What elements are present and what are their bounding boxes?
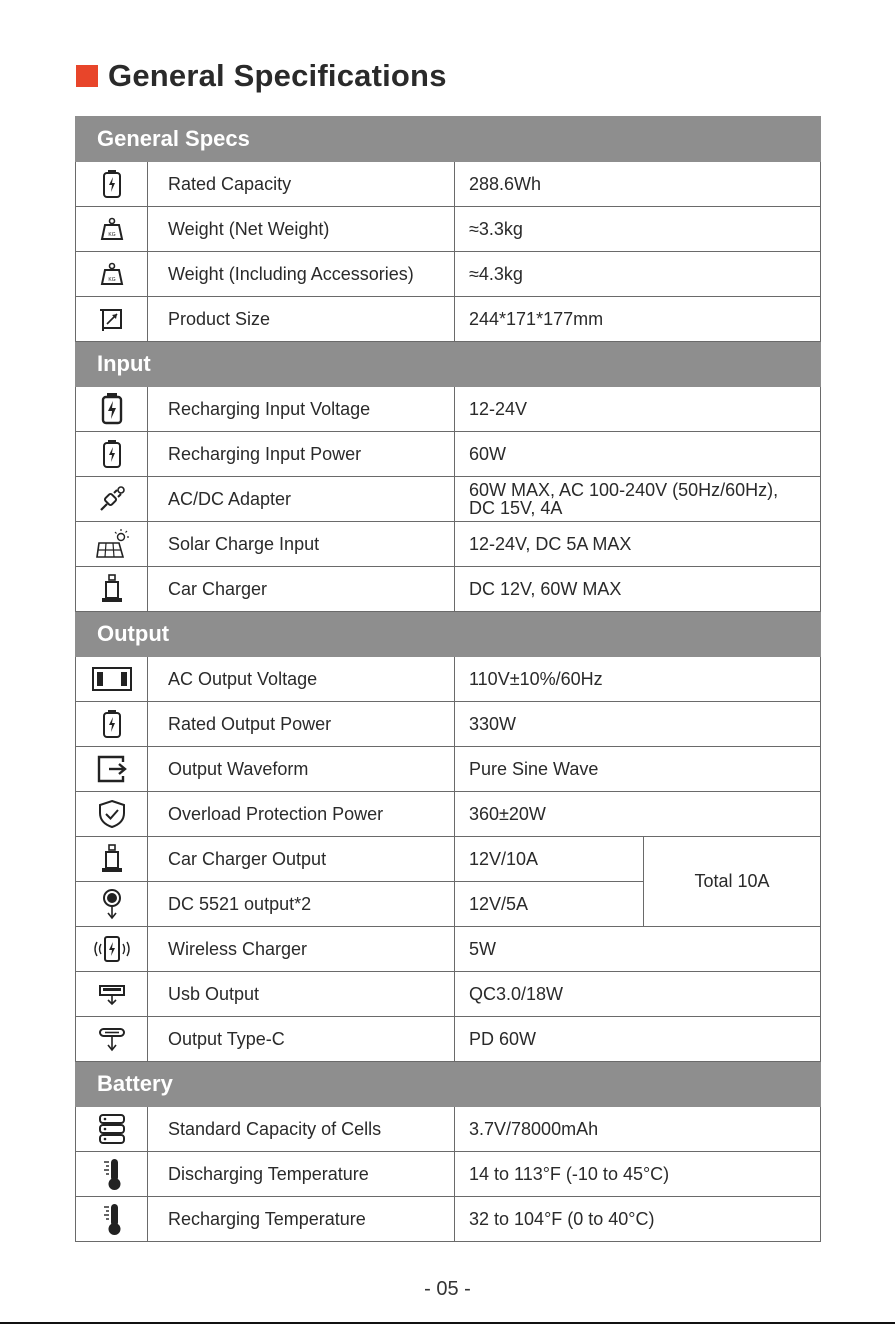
spec-label: Usb Output [148,972,455,1017]
spec-label: Overload Protection Power [148,792,455,837]
thermometer-icon [76,1152,148,1197]
solar-panel-icon [76,522,148,567]
spec-label: Output Type-C [148,1017,455,1062]
size-icon [76,297,148,342]
weight-icon [76,207,148,252]
table-row [76,252,821,297]
table-row [76,837,821,882]
table-row [76,567,821,612]
spec-value-multiline [455,477,821,522]
table-row [76,747,821,792]
wireless-charger-icon [76,927,148,972]
svg-text:KG: KG [107,277,116,283]
table-row [76,792,821,837]
section-header: Input [76,342,821,387]
table-row [76,972,821,1017]
dc-port-icon [76,882,148,927]
spec-label: Standard Capacity of Cells [148,1107,455,1152]
section-header: General Specs [76,117,821,162]
section-general-specs [76,117,821,162]
spec-label: Car Charger Output [148,837,455,882]
car-charger-icon [76,837,148,882]
spec-value: QC3.0/18W [455,972,821,1017]
table-row [76,1107,821,1152]
spec-label: Product Size [148,297,455,342]
spec-value-line: 60W MAX, AC 100-240V (50Hz/60Hz), [469,480,779,500]
spec-label: Rated Output Power [148,702,455,747]
spec-label: Output Waveform [148,747,455,792]
spec-value: 12-24V [455,387,821,432]
battery-charge-icon [76,387,148,432]
table-row [76,162,821,207]
table-row [76,387,821,432]
spec-value: 360±20W [455,792,821,837]
section-input [76,342,821,387]
spec-value: 5W [455,927,821,972]
section-battery [76,1062,821,1107]
spec-value: 288.6Wh [455,162,821,207]
battery-charge-icon [76,702,148,747]
spec-value: 244*171*177mm [455,297,821,342]
table-row [76,927,821,972]
table-row [76,702,821,747]
spec-value: DC 12V, 60W MAX [455,567,821,612]
spec-value: 12V/10A [455,837,644,882]
spec-label: Rated Capacity [148,162,455,207]
svg-text:KG: KG [107,232,116,238]
page-heading [76,56,447,96]
table-row [76,1152,821,1197]
spec-label: Weight (Including Accessories) [148,252,455,297]
heading-square-icon [76,65,98,87]
spec-value: 110V±10%/60Hz [455,657,821,702]
section-header: Output [76,612,821,657]
output-arrow-icon [76,747,148,792]
spec-value: 330W [455,702,821,747]
table-row [76,297,821,342]
table-row [76,522,821,567]
page-number: - 05 - [424,1278,471,1300]
spec-value-line: DC 15V, 4A [469,498,563,518]
spec-label: Recharging Temperature [148,1197,455,1242]
spec-value: PD 60W [455,1017,821,1062]
table-row [76,207,821,252]
plug-icon [76,477,148,522]
spec-value: 32 to 104°F (0 to 40°C) [455,1197,821,1242]
spec-label: AC Output Voltage [148,657,455,702]
spec-label: DC 5521 output*2 [148,882,455,927]
table-row [76,477,821,522]
page-title: General Specifications [108,58,447,93]
spec-value: 60W [455,432,821,477]
specifications-table [75,116,821,1242]
spec-label: Discharging Temperature [148,1152,455,1197]
type-c-icon [76,1017,148,1062]
ac-outlet-icon [76,657,148,702]
spec-value: 12-24V, DC 5A MAX [455,522,821,567]
section-header: Battery [76,1062,821,1107]
spec-label: Recharging Input Voltage [148,387,455,432]
spec-value: 12V/5A [455,882,644,927]
spec-value: ≈4.3kg [455,252,821,297]
combined-total-cell: Total 10A [644,837,821,927]
spec-value: ≈3.3kg [455,207,821,252]
spec-value: 3.7V/78000mAh [455,1107,821,1152]
usb-icon [76,972,148,1017]
spec-label: AC/DC Adapter [148,477,455,522]
table-row [76,1197,821,1242]
battery-charge-icon [76,162,148,207]
section-output [76,612,821,657]
table-row [76,657,821,702]
thermometer-icon [76,1197,148,1242]
car-charger-icon [76,567,148,612]
cells-icon [76,1107,148,1152]
weight-icon [76,252,148,297]
table-row [76,1017,821,1062]
shield-check-icon [76,792,148,837]
table-row [76,432,821,477]
spec-label: Car Charger [148,567,455,612]
spec-label: Solar Charge Input [148,522,455,567]
spec-value: Pure Sine Wave [455,747,821,792]
spec-label: Recharging Input Power [148,432,455,477]
spec-value: 14 to 113°F (-10 to 45°C) [455,1152,821,1197]
spec-label: Weight (Net Weight) [148,207,455,252]
spec-label: Wireless Charger [148,927,455,972]
battery-charge-icon [76,432,148,477]
